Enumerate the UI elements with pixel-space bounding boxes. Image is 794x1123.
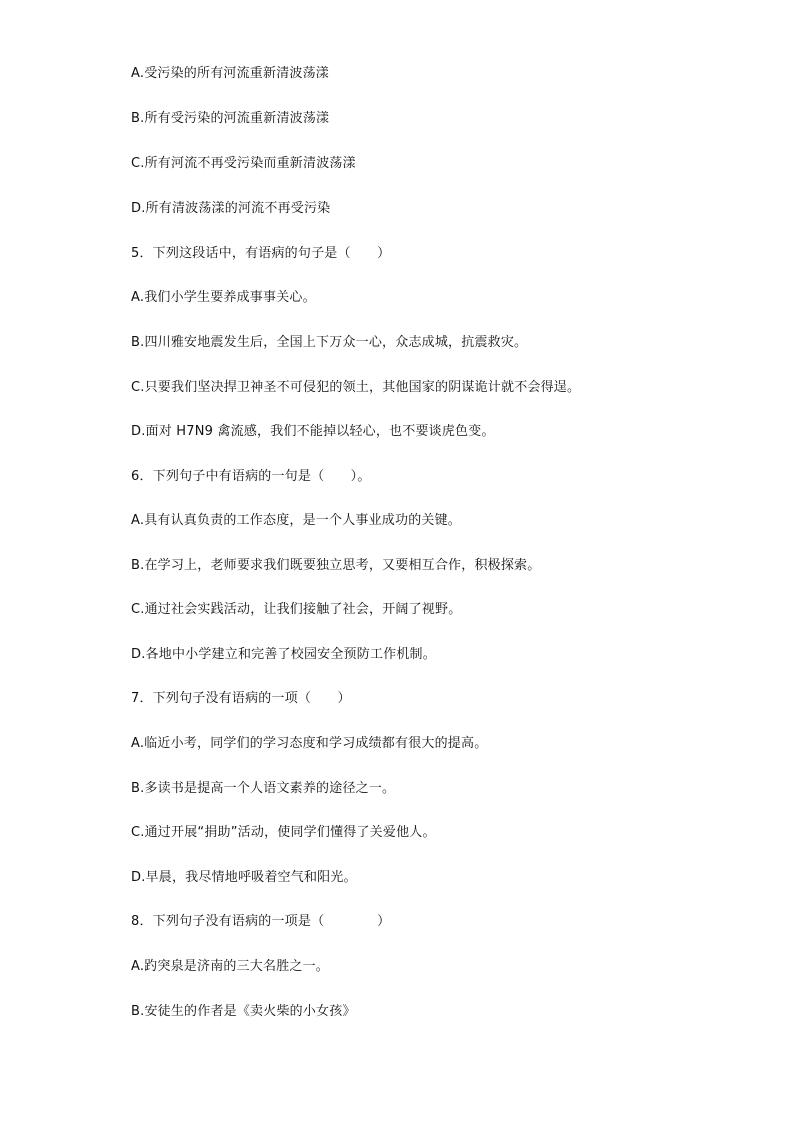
question-6: 6．下列句子中有语病的一句是（ ）。 — [131, 469, 371, 484]
option-a: A.受污染的所有河流重新清波荡漾 — [131, 66, 329, 81]
option-d: D.早晨，我尽情地呼吸着空气和阳光。 — [131, 870, 357, 885]
option-a: A.趵突泉是济南的三大名胜之一。 — [131, 959, 329, 974]
option-c: C.所有河流不再受污染而重新清波荡漾 — [131, 156, 356, 171]
question-7: 7．下列句子没有语病的一项（ ） — [131, 691, 351, 706]
option-c: C.只要我们坚决捍卫神圣不可侵犯的领土，其他国家的阴谋诡计就不会得逞。 — [131, 380, 581, 395]
option-b: B.多读书是提高一个人语文素养的途径之一。 — [131, 781, 396, 796]
option-d: D.面对 H7N9 禽流感，我们不能掉以轻心，也不要谈虎色变。 — [131, 424, 495, 439]
question-5: 5．下列这段话中，有语病的句子是（ ） — [131, 246, 391, 261]
option-d: D.各地中小学建立和完善了校园安全预防工作机制。 — [131, 647, 436, 662]
option-c: C.通过开展“捐助”活动，使同学们懂得了关爱他人。 — [131, 825, 436, 840]
option-b: B.在学习上，老师要求我们既要独立思考，又要相互合作，积极探索。 — [131, 558, 541, 573]
option-b: B.安徒生的作者是《卖火柴的小女孩》 — [131, 1004, 356, 1019]
option-b: B.所有受污染的河流重新清波荡漾 — [131, 111, 330, 126]
option-a: A.具有认真负责的工作态度，是一个人事业成功的关键。 — [131, 513, 461, 528]
option-b: B.四川雅安地震发生后，全国上下万众一心，众志成城，抗震救灾。 — [131, 335, 528, 350]
question-8: 8．下列句子没有语病的一项是（ ） — [131, 914, 391, 929]
option-c: C.通过社会实践活动，让我们接触了社会，开阔了视野。 — [131, 602, 462, 617]
option-a: A.我们小学生要养成事事关心。 — [131, 290, 316, 305]
option-d: D.所有清波荡漾的河流不再受污染 — [131, 201, 331, 216]
option-a: A.临近小考，同学们的学习态度和学习成绩都有很大的提高。 — [131, 736, 488, 751]
